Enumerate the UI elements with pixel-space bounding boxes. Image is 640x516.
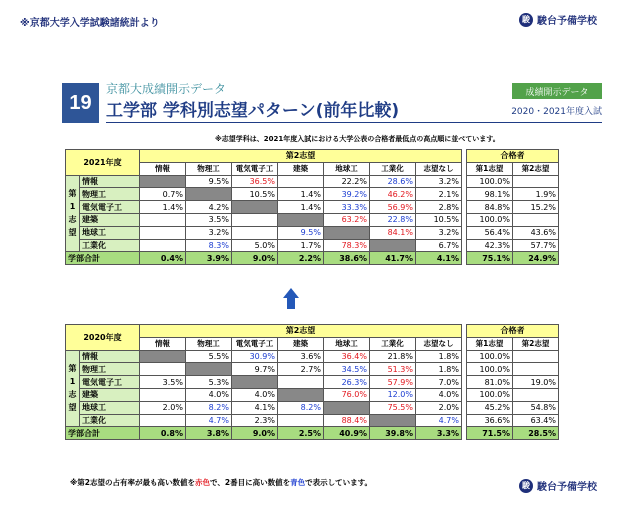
value-cell: 4.0% (416, 388, 462, 401)
page-number: 19 (62, 83, 99, 123)
passer-cell (513, 175, 559, 188)
value-cell: 88.4% (324, 414, 370, 427)
note-red: 赤色 (195, 478, 211, 487)
value-cell: 10.5% (416, 213, 462, 226)
page-title: 工学部 学科別志望パターン(前年比較) (106, 101, 400, 121)
note-text-b: で、2番目に高い数値を (210, 478, 291, 487)
value-cell: 3.2% (416, 175, 462, 188)
value-cell: 76.0% (324, 388, 370, 401)
page-header (62, 80, 602, 124)
passer-cell: 43.6% (513, 226, 559, 239)
logo-mark-icon: 駿 (519, 479, 533, 493)
table-row (66, 213, 559, 226)
passer-cell (513, 363, 559, 376)
value-cell: 3.5% (140, 376, 186, 389)
passer-cell: 19.0% (513, 376, 559, 389)
value-cell: 1.8% (416, 350, 462, 363)
passer-cell: 100.0% (467, 388, 513, 401)
value-cell: 5.5% (186, 350, 232, 363)
column-header: 電気電子工 (232, 337, 278, 350)
value-cell: 3.6% (278, 350, 324, 363)
value-cell: 4.0% (186, 388, 232, 401)
total-cell: 3.3% (416, 427, 462, 440)
total-label: 学部合計 (66, 427, 140, 440)
value-cell: 1.4% (140, 201, 186, 214)
table-row (66, 188, 559, 201)
passers-header: 合格者 (467, 150, 559, 163)
value-cell: 7.0% (416, 376, 462, 389)
value-cell: 34.5% (324, 363, 370, 376)
value-cell (370, 239, 416, 252)
passer-cell: 100.0% (467, 213, 513, 226)
first-choice-side-label: 第 1 志 望 (66, 350, 80, 427)
value-cell: 2.7% (278, 363, 324, 376)
table-row (66, 239, 559, 252)
passer-cell: 15.2% (513, 201, 559, 214)
column-header: 工業化 (370, 162, 416, 175)
column-header: 地球工 (324, 162, 370, 175)
row-label: 地球工 (80, 226, 140, 239)
passer-cell: 1.9% (513, 188, 559, 201)
value-cell: 9.5% (186, 175, 232, 188)
value-cell: 8.3% (186, 239, 232, 252)
value-cell (140, 239, 186, 252)
value-cell (278, 376, 324, 389)
row-label: 地球工 (80, 401, 140, 414)
passer-cell (513, 350, 559, 363)
value-cell (232, 226, 278, 239)
value-cell (232, 213, 278, 226)
value-cell: 5.0% (232, 239, 278, 252)
total-row (66, 427, 559, 440)
passer-column-header: 第1志望 (467, 337, 513, 350)
value-cell: 12.0% (370, 388, 416, 401)
value-cell: 78.3% (324, 239, 370, 252)
value-cell: 39.2% (324, 188, 370, 201)
passer-cell: 98.1% (467, 188, 513, 201)
value-cell: 63.2% (324, 213, 370, 226)
passer-cell (513, 213, 559, 226)
passer-cell: 57.7% (513, 239, 559, 252)
value-cell (278, 388, 324, 401)
value-cell (186, 363, 232, 376)
total-cell: 39.8% (370, 427, 416, 440)
table-row (66, 376, 559, 389)
value-cell (278, 414, 324, 427)
total-row (66, 252, 559, 265)
passer-cell: 100.0% (467, 363, 513, 376)
value-cell: 4.7% (186, 414, 232, 427)
value-cell: 4.7% (416, 414, 462, 427)
value-cell: 28.6% (370, 175, 416, 188)
value-cell (186, 188, 232, 201)
value-cell: 2.0% (416, 401, 462, 414)
column-header: 志望なし (416, 337, 462, 350)
row-label: 情報 (80, 175, 140, 188)
source-note: ※京都大学入学試験諸統計より (20, 18, 160, 29)
year-label: 2021年度 (66, 150, 140, 176)
page-subtitle: 京都大成績開示データ (106, 82, 227, 96)
total-cell: 3.8% (186, 427, 232, 440)
row-label: 情報 (80, 350, 140, 363)
note-text-a: ※第2志望の占有率が最も高い数値を (70, 478, 196, 487)
column-header: 建築 (278, 162, 324, 175)
total-cell: 9.0% (232, 252, 278, 265)
total-passer-cell: 71.5% (467, 427, 513, 440)
table-2021 (65, 149, 559, 265)
total-cell: 2.5% (278, 427, 324, 440)
row-label: 物理工 (80, 363, 140, 376)
second-choice-header: 第2志望 (140, 325, 462, 338)
value-cell: 5.3% (186, 376, 232, 389)
title-rule (106, 122, 602, 123)
value-cell: 9.5% (278, 226, 324, 239)
value-cell: 2.8% (416, 201, 462, 214)
total-passer-cell: 28.5% (513, 427, 559, 440)
value-cell: 10.5% (232, 188, 278, 201)
passer-cell: 36.6% (467, 414, 513, 427)
row-label: 建築 (80, 388, 140, 401)
order-note: ※志望学科は、2021年度入試における大学公表の合格者最低点の高点順に並べています。 (215, 135, 500, 143)
value-cell: 21.8% (370, 350, 416, 363)
total-cell: 4.1% (416, 252, 462, 265)
value-cell: 8.2% (186, 401, 232, 414)
value-cell (324, 401, 370, 414)
value-cell (278, 213, 324, 226)
value-cell: 1.7% (278, 239, 324, 252)
data-badge: 成績開示データ (512, 83, 602, 99)
passer-column-header: 第2志望 (513, 162, 559, 175)
total-cell: 0.4% (140, 252, 186, 265)
value-cell: 75.5% (370, 401, 416, 414)
logo-text: 駿台予備学校 (537, 482, 597, 493)
row-label: 工業化 (80, 239, 140, 252)
year-label: 2020年度 (66, 325, 140, 351)
value-cell: 22.8% (370, 213, 416, 226)
header-row (66, 325, 559, 338)
column-header: 志望なし (416, 162, 462, 175)
first-choice-side-label: 第 1 志 望 (66, 175, 80, 252)
passer-column-header: 第2志望 (513, 337, 559, 350)
total-cell: 3.9% (186, 252, 232, 265)
value-cell: 2.0% (140, 401, 186, 414)
value-cell (140, 388, 186, 401)
note-text-c: で表示しています。 (305, 478, 372, 487)
value-cell: 56.9% (370, 201, 416, 214)
column-header-row (66, 337, 559, 350)
table-row (66, 388, 559, 401)
table-row (66, 414, 559, 427)
passer-cell: 54.8% (513, 401, 559, 414)
column-header: 建築 (278, 337, 324, 350)
value-cell: 6.7% (416, 239, 462, 252)
passer-column-header: 第1志望 (467, 162, 513, 175)
value-cell: 1.4% (278, 201, 324, 214)
value-cell: 3.5% (186, 213, 232, 226)
note-blue: 青色 (290, 478, 306, 487)
value-cell (140, 213, 186, 226)
table-row (66, 226, 559, 239)
passer-cell: 63.4% (513, 414, 559, 427)
value-cell: 1.8% (416, 363, 462, 376)
passer-cell: 84.8% (467, 201, 513, 214)
header-row (66, 150, 559, 163)
row-label: 建築 (80, 213, 140, 226)
value-cell: 3.2% (186, 226, 232, 239)
value-cell (324, 226, 370, 239)
years-label: 2020・2021年度入試 (511, 107, 602, 117)
total-label: 学部合計 (66, 252, 140, 265)
total-cell: 38.6% (324, 252, 370, 265)
value-cell: 9.7% (232, 363, 278, 376)
passer-cell (513, 388, 559, 401)
passer-cell: 45.2% (467, 401, 513, 414)
total-passer-cell: 75.1% (467, 252, 513, 265)
total-cell: 2.2% (278, 252, 324, 265)
table-row (66, 175, 559, 188)
value-cell: 8.2% (278, 401, 324, 414)
value-cell (370, 414, 416, 427)
table-row (66, 201, 559, 214)
column-header: 物理工 (186, 337, 232, 350)
column-header: 情報 (140, 162, 186, 175)
column-header: 情報 (140, 337, 186, 350)
value-cell: 36.5% (232, 175, 278, 188)
logo-mark-icon: 駿 (519, 13, 533, 27)
color-legend-note (70, 477, 372, 488)
total-cell: 41.7% (370, 252, 416, 265)
total-cell: 0.8% (140, 427, 186, 440)
total-cell: 9.0% (232, 427, 278, 440)
value-cell: 0.7% (140, 188, 186, 201)
value-cell: 30.9% (232, 350, 278, 363)
column-header: 物理工 (186, 162, 232, 175)
value-cell: 3.2% (416, 226, 462, 239)
value-cell (140, 226, 186, 239)
column-header: 地球工 (324, 337, 370, 350)
column-header-row (66, 162, 559, 175)
row-label: 工業化 (80, 414, 140, 427)
school-logo (519, 12, 597, 27)
row-label: 電気電子工 (80, 376, 140, 389)
value-cell: 4.1% (232, 401, 278, 414)
passer-cell: 100.0% (467, 175, 513, 188)
value-cell (140, 363, 186, 376)
value-cell: 51.3% (370, 363, 416, 376)
second-choice-header: 第2志望 (140, 150, 462, 163)
value-cell: 1.4% (278, 188, 324, 201)
table-row (66, 363, 559, 376)
value-cell: 57.9% (370, 376, 416, 389)
column-header: 電気電子工 (232, 162, 278, 175)
arrow-up-stem (287, 297, 295, 309)
value-cell: 4.2% (186, 201, 232, 214)
passers-header: 合格者 (467, 325, 559, 338)
total-cell: 40.9% (324, 427, 370, 440)
value-cell: 4.0% (232, 388, 278, 401)
value-cell: 33.3% (324, 201, 370, 214)
value-cell (140, 414, 186, 427)
column-header: 工業化 (370, 337, 416, 350)
row-label: 電気電子工 (80, 201, 140, 214)
value-cell: 46.2% (370, 188, 416, 201)
passer-cell: 56.4% (467, 226, 513, 239)
passer-cell: 81.0% (467, 376, 513, 389)
value-cell: 84.1% (370, 226, 416, 239)
row-label: 物理工 (80, 188, 140, 201)
passer-cell: 42.3% (467, 239, 513, 252)
value-cell: 2.1% (416, 188, 462, 201)
logo-text: 駿台予備学校 (537, 16, 597, 27)
passer-cell: 100.0% (467, 350, 513, 363)
value-cell: 2.3% (232, 414, 278, 427)
total-passer-cell: 24.9% (513, 252, 559, 265)
value-cell (278, 175, 324, 188)
value-cell: 26.3% (324, 376, 370, 389)
value-cell (140, 350, 186, 363)
value-cell (140, 175, 186, 188)
table-row (66, 401, 559, 414)
value-cell (232, 201, 278, 214)
value-cell: 22.2% (324, 175, 370, 188)
table-2020 (65, 324, 559, 440)
value-cell: 36.4% (324, 350, 370, 363)
value-cell (232, 376, 278, 389)
table-row (66, 350, 559, 363)
school-logo-bottom (519, 478, 597, 493)
